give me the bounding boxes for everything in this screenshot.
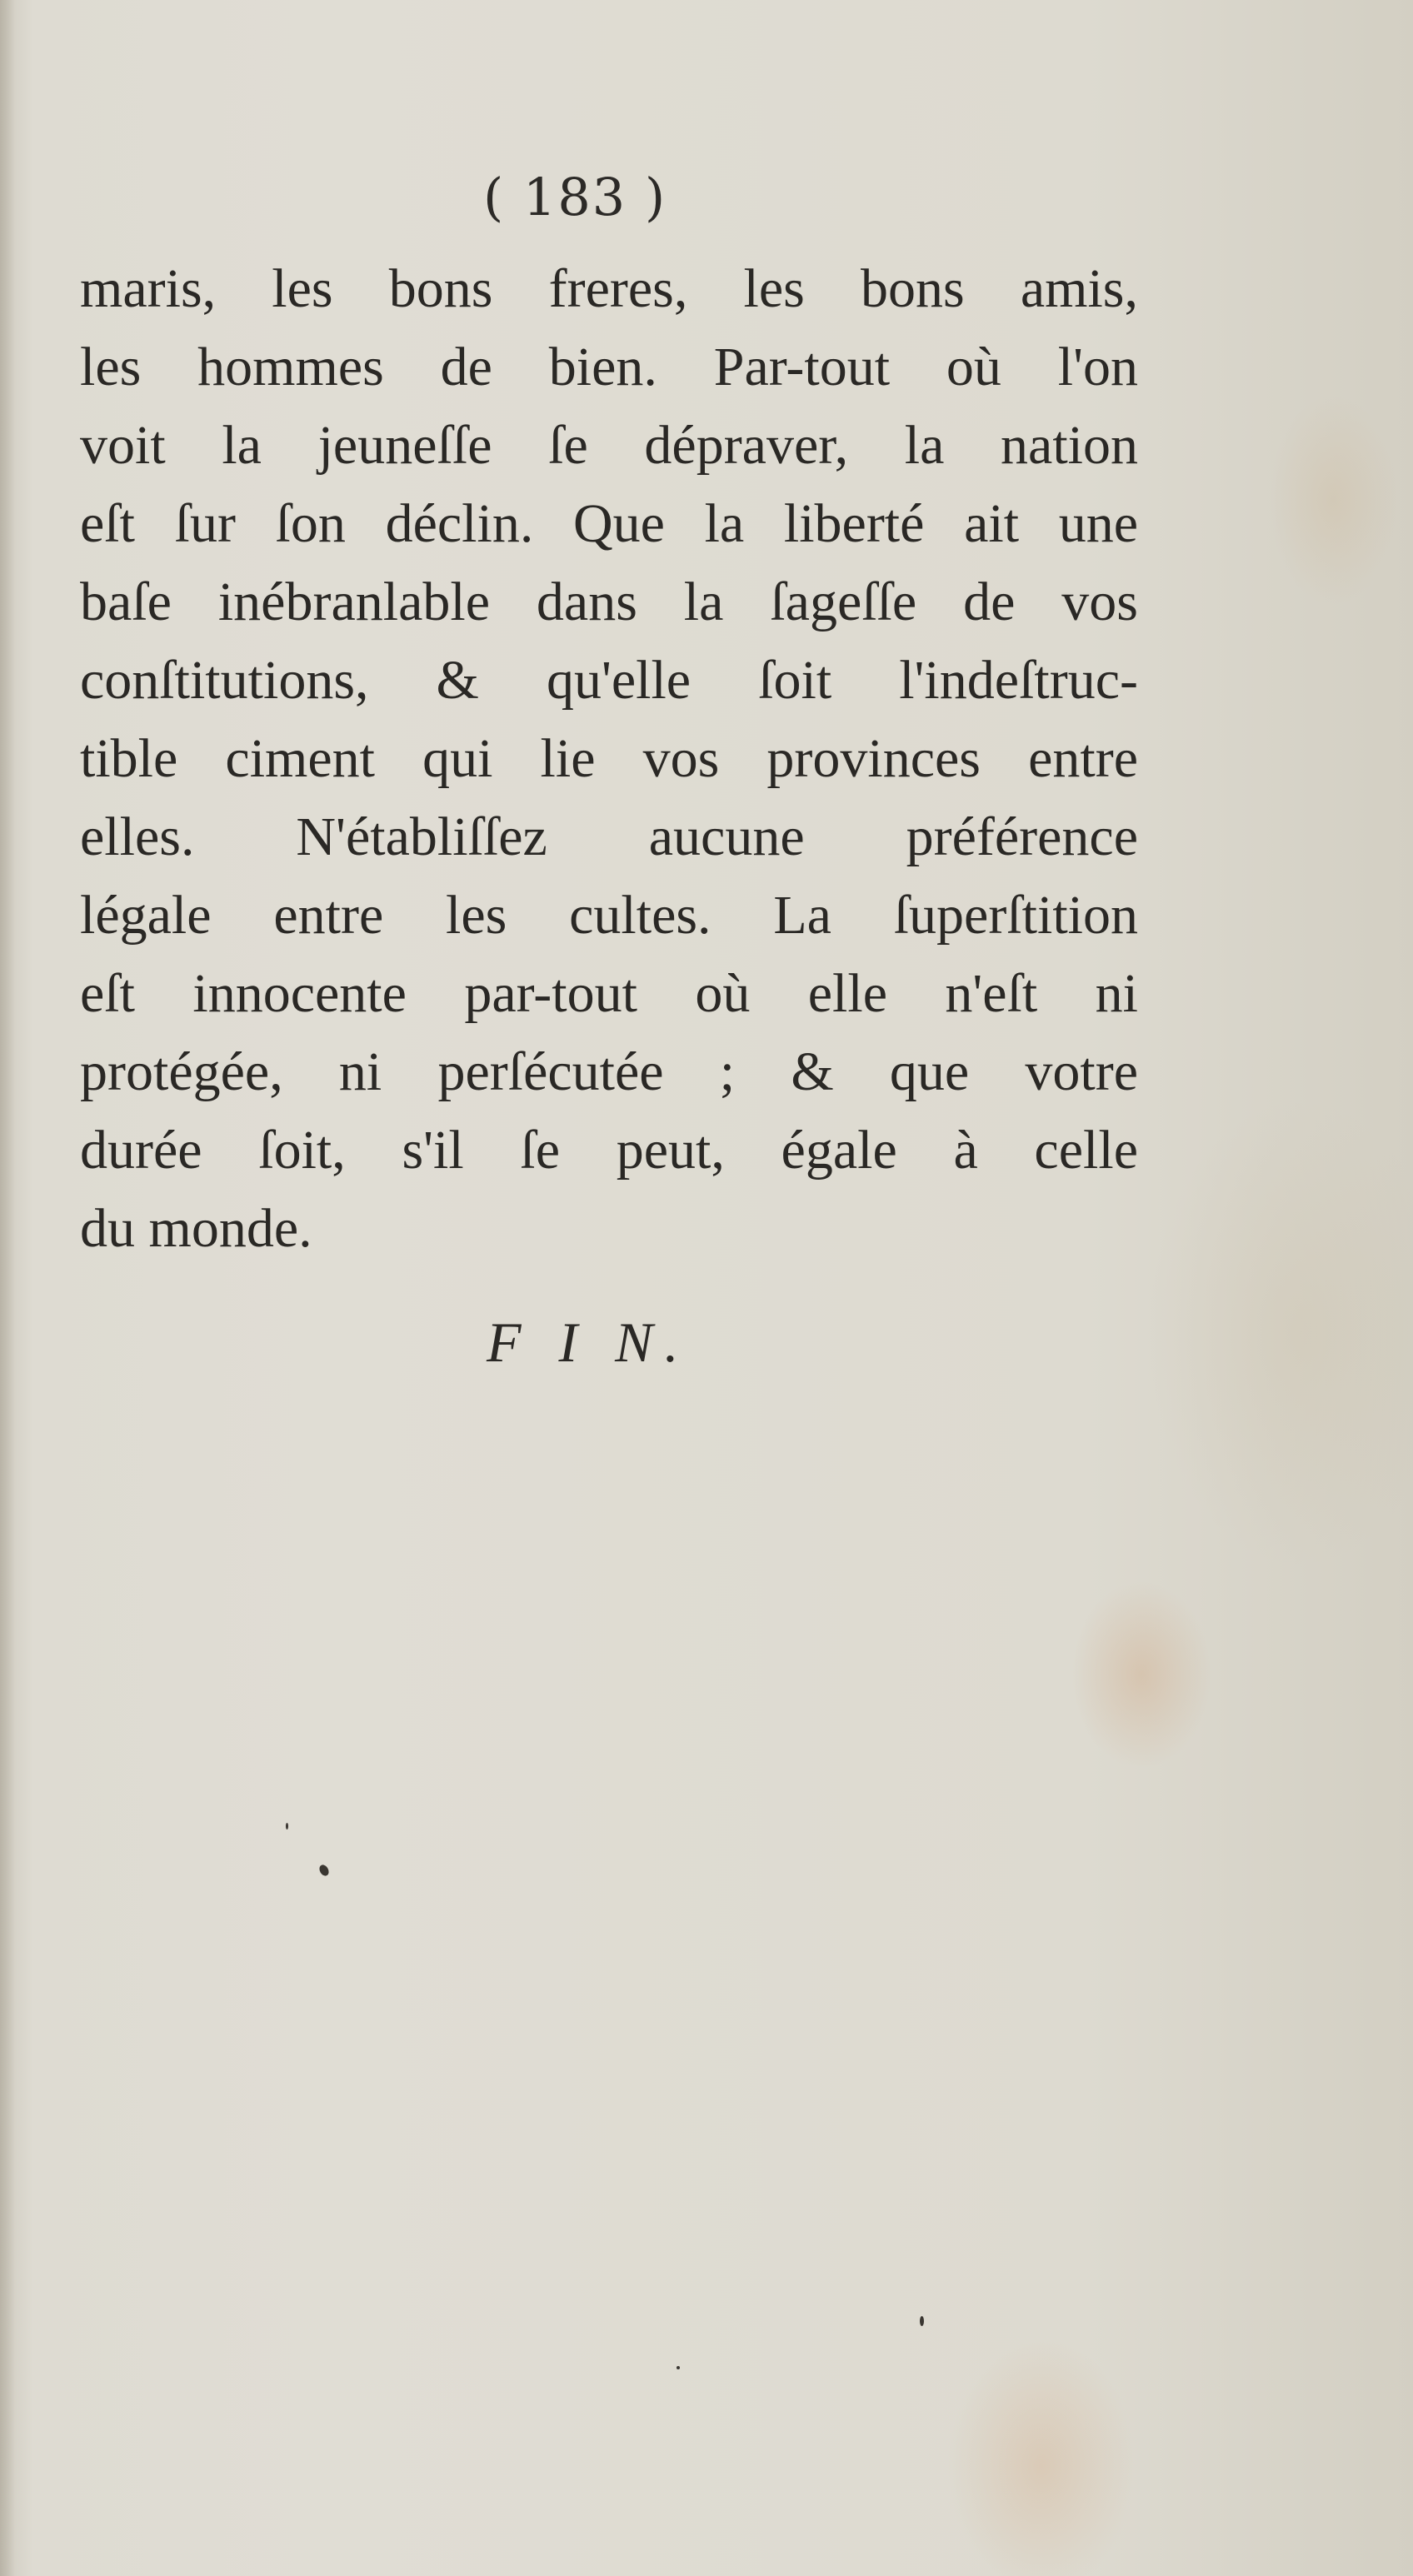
page-number: ( 183 ) <box>483 167 667 227</box>
text-line: elles. N'établiſſez aucune préférence <box>80 806 1138 867</box>
text-line: maris, les bons freres, les bons amis, <box>80 258 1138 319</box>
text-line: durée ſoit, s'il ſe peut, égale à celle <box>80 1120 1138 1181</box>
text-line: légale entre les cultes. La ſuperſtition <box>80 885 1138 946</box>
closing-fin: F I N. <box>487 1310 691 1374</box>
text-line: eſt ſur ſon déclin. Que la liberté ait une <box>80 493 1138 554</box>
text-line: protégée, ni perſécutée ; & que votre <box>80 1041 1138 1102</box>
text-line: tible ciment qui lie vos provinces entre <box>80 728 1138 789</box>
ink-speck <box>920 2316 924 2326</box>
body-text <box>80 250 1138 1268</box>
ink-speck <box>677 2366 680 2369</box>
ink-speck <box>286 1823 288 1830</box>
text-line: conſtitutions, & qu'elle ſoit l'indeſtruc- <box>80 650 1138 711</box>
text-line-last: du monde. <box>80 1198 312 1259</box>
text-line: voit la jeuneſſe ſe dépraver, la nation <box>80 415 1138 476</box>
ink-speck <box>317 1863 331 1877</box>
text-line: les hommes de bien. Par-tout où l'on <box>80 337 1138 397</box>
text-line: eſt innocente par-tout où elle n'eſt ni <box>80 963 1138 1024</box>
text-line: baſe inébranlable dans la ſageſſe de vos <box>80 572 1138 632</box>
